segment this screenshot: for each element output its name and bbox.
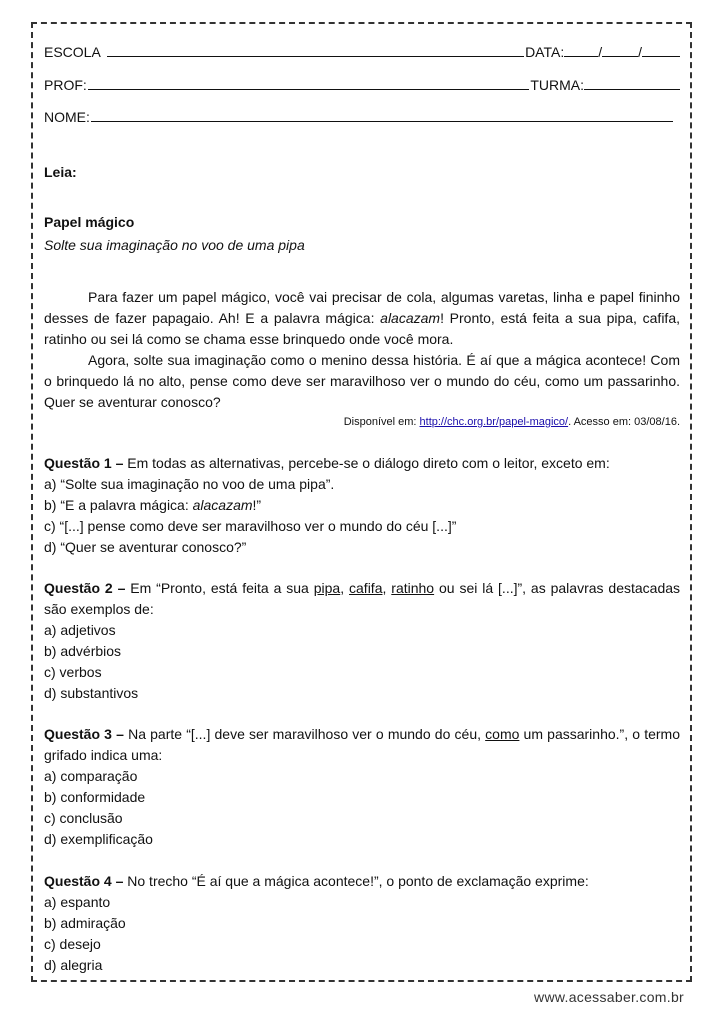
highlighted-word-pipa: pipa — [313, 580, 341, 596]
source-link[interactable]: http://chc.org.br/papel-magico/ — [419, 416, 569, 428]
question-2 — [44, 578, 680, 704]
paragraph-1-part-b: ! Pronto, está feita a sua pipa, cafifa, ratinho ou sei lá como se chama esse brinquedo onde você mora. — [44, 310, 680, 347]
source-suffix: . Acesso em: 03/08/16. — [568, 416, 680, 428]
question-1-label: Questão 1 – — [44, 455, 124, 471]
q4-option-d[interactable]: d) alegria — [44, 957, 103, 973]
question-1-stem: Em todas as alternativas, percebe-se o diálogo direto com o leitor, exceto em: — [123, 455, 610, 471]
source-prefix: Disponível em: — [343, 416, 420, 428]
q1-option-b-italic: alacazam — [192, 497, 253, 513]
date-day-field[interactable] — [564, 42, 598, 57]
date-month-field[interactable] — [602, 42, 638, 57]
paragraph-1-part-a: Para fazer um papel mágico, você vai precisar de cola, algumas varetas, linha e papel fininho desses de fazer papagaio. Ah! E a palavra mágica: — [44, 289, 680, 326]
separator: , — [340, 580, 350, 596]
q3-option-a[interactable]: a) comparação — [44, 768, 138, 784]
nome-label: NOME: — [44, 109, 90, 125]
q1-option-b-post: !” — [252, 497, 262, 513]
q4-option-a[interactable]: a) espanto — [44, 894, 111, 910]
footer-website: www.acessaber.com.br — [534, 989, 684, 1005]
highlighted-word-cafifa: cafifa — [349, 580, 383, 596]
date-slash-2: / — [638, 44, 642, 60]
paragraph-2: Agora, solte sua imaginação como o menino dessa história. É aí que a mágica acontece! Com o brinquedo lá no alto, pense como deve ser maravilhoso ver o mundo do céu, como um passarinho. Quer se aventurar conosco? — [44, 352, 680, 410]
turma-field[interactable] — [584, 75, 680, 90]
q3-option-d[interactable]: d) exemplificação — [44, 831, 153, 847]
escola-line — [44, 42, 680, 62]
question-3-label: Questão 3 – — [44, 726, 124, 742]
q1-option-c[interactable]: c) “[...] pense como deve ser maravilhoso ver o mundo do céu [...]” — [44, 518, 457, 534]
q2-option-b[interactable]: b) advérbios — [44, 643, 122, 659]
text-title: Papel mágico — [44, 214, 135, 230]
highlighted-word-como: como — [485, 726, 520, 742]
highlighted-word-ratinho: ratinho — [391, 580, 435, 596]
question-3 — [44, 724, 680, 850]
date-year-field[interactable] — [642, 42, 680, 57]
leia-heading: Leia: — [44, 164, 77, 180]
escola-field[interactable] — [107, 42, 524, 57]
magic-word: alacazam — [380, 310, 441, 326]
q3-option-c[interactable]: c) conclusão — [44, 810, 123, 826]
text-subtitle: Solte sua imaginação no voo de uma pipa — [44, 237, 305, 253]
q4-option-b[interactable]: b) admiração — [44, 915, 126, 931]
question-4-stem: No trecho “É aí que a mágica acontece!”, o ponto de exclamação exprime: — [123, 873, 589, 889]
question-1 — [44, 453, 680, 558]
question-2-stem-b: ou sei lá [...]”, as palavras destacadas são exemplos de: — [44, 580, 681, 617]
question-4-label: Questão 4 – — [44, 873, 124, 889]
q4-option-c[interactable]: c) desejo — [44, 936, 101, 952]
paragraph-1 — [44, 287, 680, 350]
source-citation — [44, 415, 680, 429]
turma-label: TURMA: — [530, 77, 584, 93]
prof-line — [44, 75, 680, 95]
nome-field[interactable] — [91, 107, 673, 122]
q2-option-a[interactable]: a) adjetivos — [44, 622, 116, 638]
q1-option-b[interactable] — [44, 495, 680, 516]
date-slash-1: / — [598, 44, 603, 60]
q1-option-b-pre: b) “E a palavra mágica: — [44, 497, 193, 513]
q2-option-d[interactable]: d) substantivos — [44, 685, 139, 701]
question-3-stem-b: um passarinho.”, o termo grifado indica uma: — [44, 726, 680, 763]
q1-option-a[interactable]: a) “Solte sua imaginação no voo de uma pipa”. — [44, 476, 335, 492]
nome-line — [44, 107, 674, 127]
q1-option-d[interactable]: d) “Quer se aventurar conosco?” — [44, 539, 247, 555]
prof-label: PROF: — [44, 77, 87, 93]
prof-field[interactable] — [88, 75, 530, 90]
q3-option-b[interactable]: b) conformidade — [44, 789, 146, 805]
question-3-stem-a: Na parte “[...] deve ser maravilhoso ver o mundo do céu, — [123, 726, 486, 742]
question-4 — [44, 871, 680, 976]
q2-option-c[interactable]: c) verbos — [44, 664, 102, 680]
separator: , — [382, 580, 392, 596]
question-2-label: Questão 2 – — [44, 580, 126, 596]
question-2-stem-a: Em “Pronto, está feita a sua — [125, 580, 314, 596]
escola-label: ESCOLA — [44, 44, 101, 60]
data-label: DATA: — [525, 44, 565, 60]
